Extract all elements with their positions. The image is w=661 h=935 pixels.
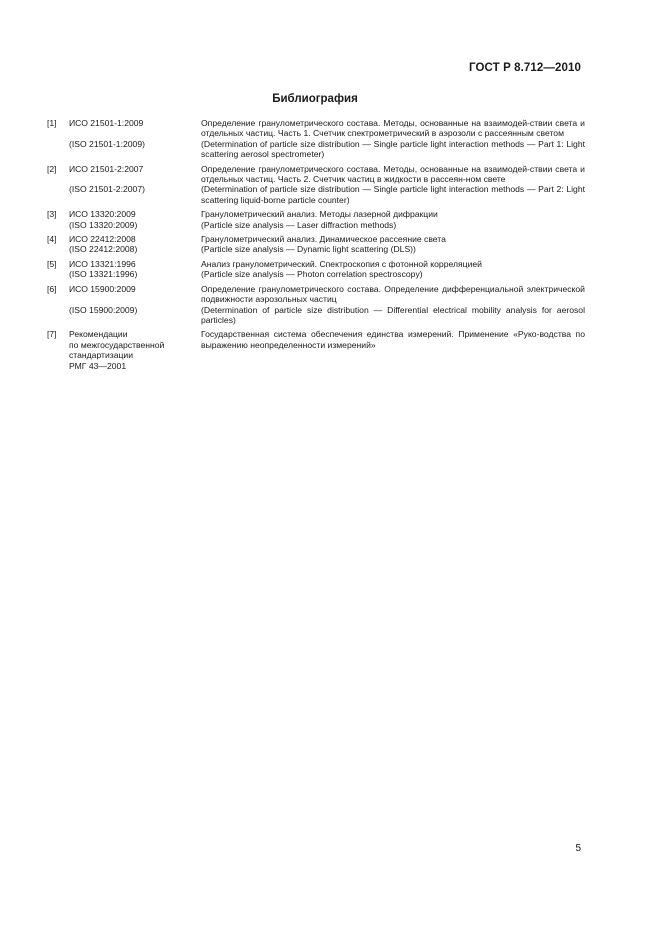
entry-reference-en: (ISO 21501-1:2009) (69, 138, 145, 149)
bibliography-list (47, 118, 585, 375)
entry-reference-line: по межгосударственной (69, 339, 165, 350)
bibliography-entry (47, 259, 585, 280)
entry-number: [3] (47, 209, 57, 220)
standard-code: ГОСТ Р 8.712—2010 (469, 62, 581, 74)
bibliography-title: Библиография (272, 93, 358, 105)
entry-description-en: (Particle size analysis — Photon correlation spectroscopy) (201, 269, 423, 280)
entry-description-en: (Determination of particle size distribution — Single particle light interaction methods — Part 2: Light scattering liquid-borne particle counter) (201, 184, 585, 205)
entry-description: Анализ гранулометрический. Спектроскопия с фотонной корреляцией (201, 258, 482, 269)
entry-reference-en: (ISO 21501-2:2007) (69, 184, 145, 195)
bibliography-entry (47, 209, 585, 230)
entry-number: [5] (47, 258, 57, 269)
entry-reference: ИСО 22412:2008 (69, 234, 136, 245)
entry-description-en: (Determination of particle size distribution — Differential electrical mobility analysis for aerosol particles) (201, 304, 585, 325)
entry-number: [7] (47, 329, 57, 340)
entry-reference-line: стандартизации (69, 350, 134, 361)
entry-reference-en: (ISO 13320:2009) (69, 219, 138, 230)
entry-number: [1] (47, 118, 57, 128)
entry-description: Определение гранулометрического состава. Методы, основанные на взаимодей-ствии света и отдельных частиц. Часть 1. Счетчик спектрометрический в аэрозоли с рассеянным светом (201, 118, 585, 139)
entry-number: [4] (47, 234, 57, 245)
entry-description: Гранулометрический анализ. Динамическое рассеяние света (201, 234, 446, 245)
entry-reference: ИСО 13320:2009 (69, 209, 136, 220)
bibliography-entry (47, 234, 585, 255)
entry-reference-en: (ISO 15900:2009) (69, 304, 138, 315)
entry-reference: ИСО 21501-2:2007 (69, 163, 144, 174)
entry-description: Государственная система обеспечения единства измерений. Применение «Руко-водства по выражению неопределенности измерений» (201, 329, 585, 350)
entry-description-en: (Particle size analysis — Laser diffraction methods) (201, 219, 397, 230)
entry-reference-line: Рекомендации (69, 329, 128, 340)
entry-description-en: (Particle size analysis — Dynamic light scattering (DLS)) (201, 244, 416, 255)
entry-description-en: (Determination of particle size distribution — Single particle light interaction methods — Part 1: Light scattering aerosol spectrometer) (201, 138, 585, 160)
entry-reference: ИСО 21501-1:2009 (69, 118, 144, 128)
entry-reference-line: РМГ 43—2001 (69, 360, 127, 371)
entry-number: [6] (47, 283, 57, 294)
entry-reference-en: (ISO 13321:1996) (69, 269, 138, 280)
entry-number: [2] (47, 163, 57, 174)
bibliography-entry (47, 329, 585, 371)
entry-reference (69, 329, 201, 371)
entry-reference: ИСО 15900:2009 (69, 283, 136, 294)
bibliography-entry (47, 284, 585, 326)
bibliography-entry (47, 118, 585, 160)
entry-description: Определение гранулометрического состава. Методы, основанные на взаимодей-ствии света и отдельных частиц. Часть 2. Счетчик частиц в жидкости в рассеян-ном свете (201, 163, 585, 185)
entry-description: Гранулометрический анализ. Методы лазерной дифракции (201, 209, 438, 220)
entry-reference: ИСО 13321:1996 (69, 258, 136, 269)
entry-reference-en: (ISO 22412:2008) (69, 244, 138, 255)
page-number: 5 (575, 843, 581, 854)
bibliography-entry (47, 164, 585, 206)
entry-description: Определение гранулометрического состава. Определение дифференциальной электрической подвижности аэрозольных частиц (201, 283, 585, 305)
